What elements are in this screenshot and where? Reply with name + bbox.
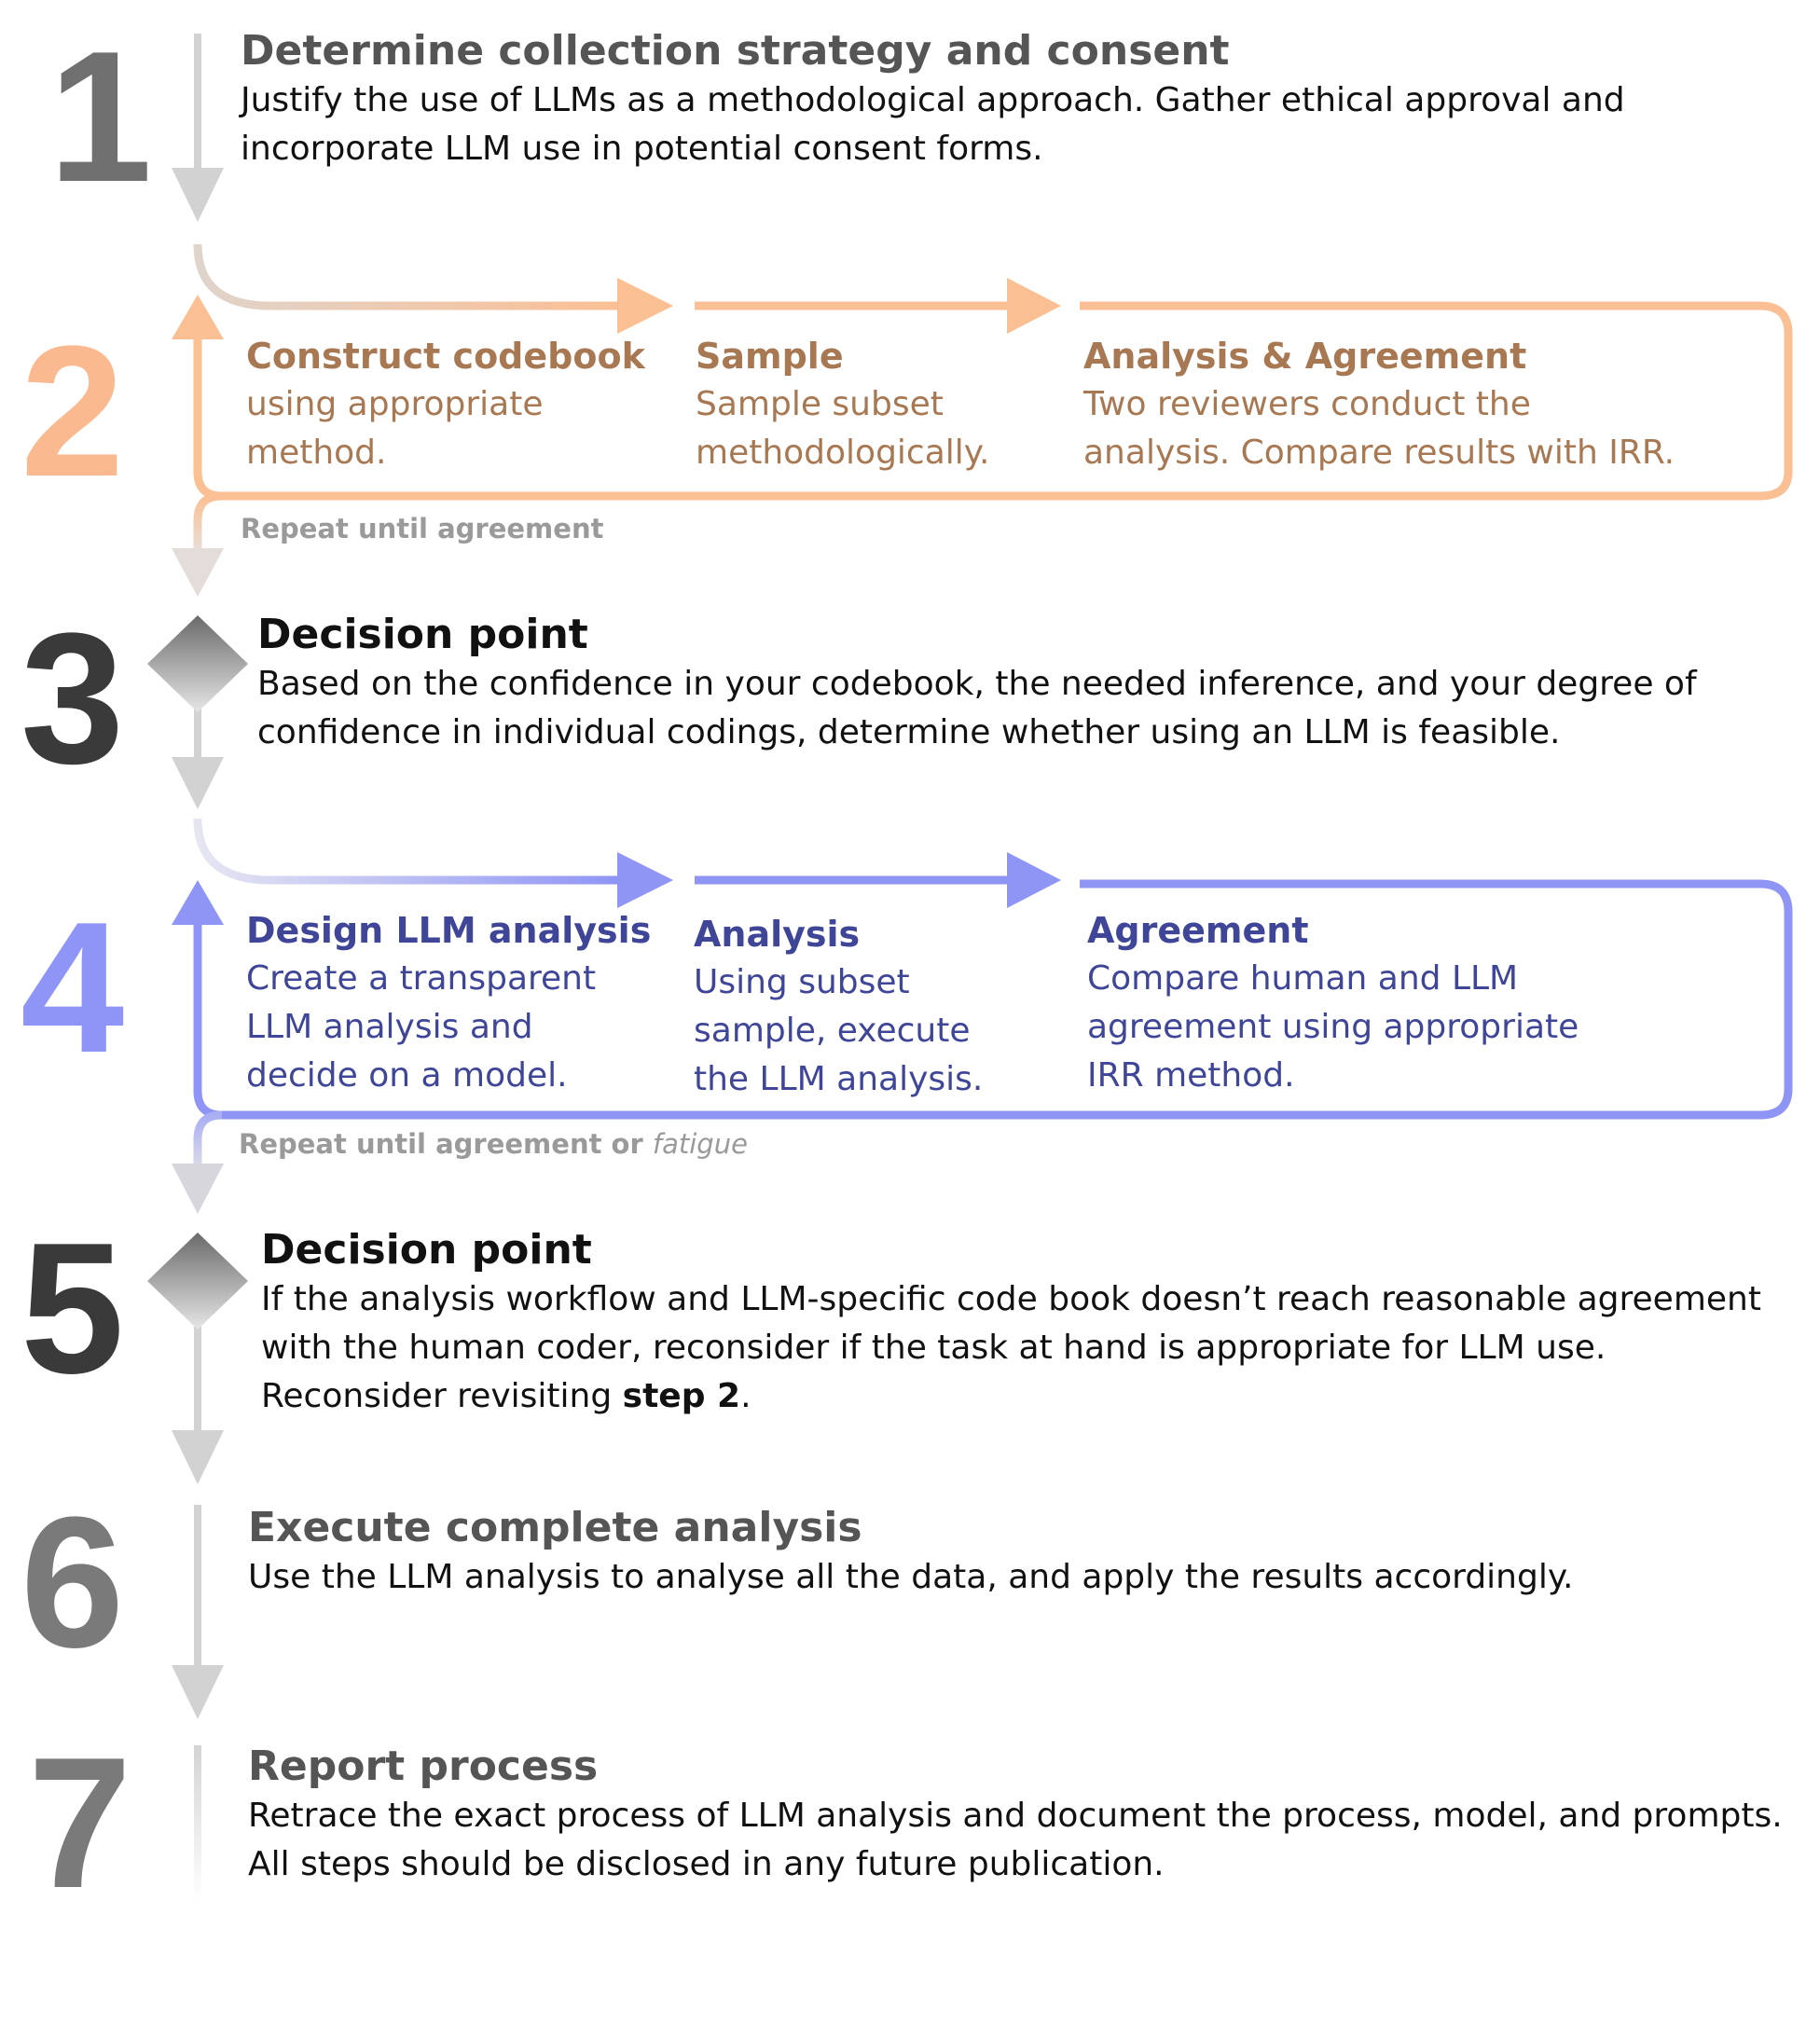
step-4-number: 4	[21, 884, 119, 1092]
step-4-substep-agreement	[1087, 906, 1579, 1100]
substep-title: Analysis & Agreement	[1083, 336, 1527, 377]
step-1-content	[241, 26, 1625, 173]
step-4-substep-design	[246, 906, 651, 1100]
substep-body-line: Compare human and LLM	[1087, 959, 1519, 998]
step7-line	[194, 1745, 201, 1902]
step-6-body-line-1: Use the LLM analysis to analyse all the data, and apply the results accordingly.	[248, 1558, 1574, 1596]
step-5-title: Decision point	[261, 1226, 592, 1274]
step-5-content	[261, 1225, 1761, 1421]
step-3-title: Decision point	[257, 611, 588, 658]
step-2-reference: step 2	[622, 1377, 741, 1415]
substep-body-line: IRR method.	[1087, 1056, 1295, 1095]
step-5-number: 5	[21, 1205, 119, 1412]
step-6-content	[248, 1503, 1573, 1602]
step-2-repeat-note: Repeat until agreement	[241, 513, 604, 544]
step-4-substep-analysis	[694, 910, 983, 1104]
substep-title: Analysis	[694, 914, 861, 955]
step-2-substep-sample	[696, 332, 989, 477]
step-5-body-suffix: .	[740, 1377, 751, 1415]
substep-title: Design LLM analysis	[246, 910, 652, 951]
substep-title: Construct codebook	[246, 336, 645, 377]
step-7-content	[248, 1742, 1783, 1889]
substep-body-line: LLM analysis and	[246, 1008, 533, 1046]
step-2-substep-construct	[246, 332, 645, 477]
step6-arrow	[172, 1505, 224, 1719]
step-5-body-line-1: If the analysis workflow and LLM-specific code book doesn’t reach reasonable agreement	[261, 1280, 1761, 1318]
step-3-content	[257, 610, 1697, 757]
substep-body-line: Two reviewers conduct the	[1083, 385, 1531, 423]
step-1-title: Determine collection strategy and consent	[241, 27, 1230, 75]
step-7-number: 7	[28, 1719, 127, 1927]
step5-decision	[147, 1233, 248, 1484]
step1-arrow	[172, 34, 224, 222]
step-6-title: Execute complete analysis	[248, 1504, 862, 1551]
step-5-body-line-3	[261, 1372, 1761, 1421]
step-2-number: 2	[21, 308, 119, 516]
substep-body-line: methodologically.	[696, 434, 990, 472]
step-3-number: 3	[21, 595, 119, 803]
step-7-title: Report process	[248, 1743, 599, 1790]
step-2-substep-analysis-agreement	[1083, 332, 1675, 477]
substep-body-line: the LLM analysis.	[694, 1060, 984, 1098]
step-4-repeat-note	[239, 1128, 748, 1160]
substep-body-line: using appropriate	[246, 385, 544, 423]
step-5-body-line-2: with the human coder, reconsider if the task at hand is appropriate for LLM use.	[261, 1329, 1606, 1367]
substep-body-line: analysis. Compare results with IRR.	[1083, 434, 1675, 472]
repeat-italic-text: fatigue	[652, 1128, 748, 1160]
substep-body-line: Using subset	[694, 963, 910, 1001]
step-6-number: 6	[21, 1479, 119, 1687]
decision-diamond-icon	[147, 1233, 248, 1329]
step-5-body-prefix: Reconsider revisiting	[261, 1377, 613, 1415]
substep-body-line: Create a transparent	[246, 959, 597, 998]
substep-body-line: sample, execute	[694, 1012, 971, 1050]
step-7-body-line-1: Retrace the exact process of LLM analysis and document the process, model, and prompts.	[248, 1797, 1783, 1835]
step3-decision	[147, 615, 248, 809]
substep-body-line: decide on a model.	[246, 1056, 568, 1095]
repeat-bold-text: Repeat until agreement or	[239, 1128, 643, 1160]
step-1-body-line-2: incorporate LLM use in potential consent forms.	[241, 130, 1043, 168]
step-1-number: 1	[48, 13, 147, 221]
substep-title: Agreement	[1087, 910, 1309, 951]
step-1-body-line-1: Justify the use of LLMs as a methodological approach. Gather ethical approval and	[241, 81, 1625, 119]
substep-body-line: method.	[246, 434, 387, 472]
substep-title: Sample	[696, 336, 844, 377]
step-3-body-line-1: Based on the confidence in your codebook, the needed inference, and your degree of	[257, 665, 1697, 703]
substep-body-line: Sample subset	[696, 385, 944, 423]
decision-diamond-icon	[147, 615, 248, 712]
substep-body-line: agreement using appropriate	[1087, 1008, 1579, 1046]
step-3-body-line-2: confidence in individual codings, determine whether using an LLM is feasible.	[257, 713, 1561, 751]
step-7-body-line-2: All steps should be disclosed in any future publication.	[248, 1845, 1165, 1883]
